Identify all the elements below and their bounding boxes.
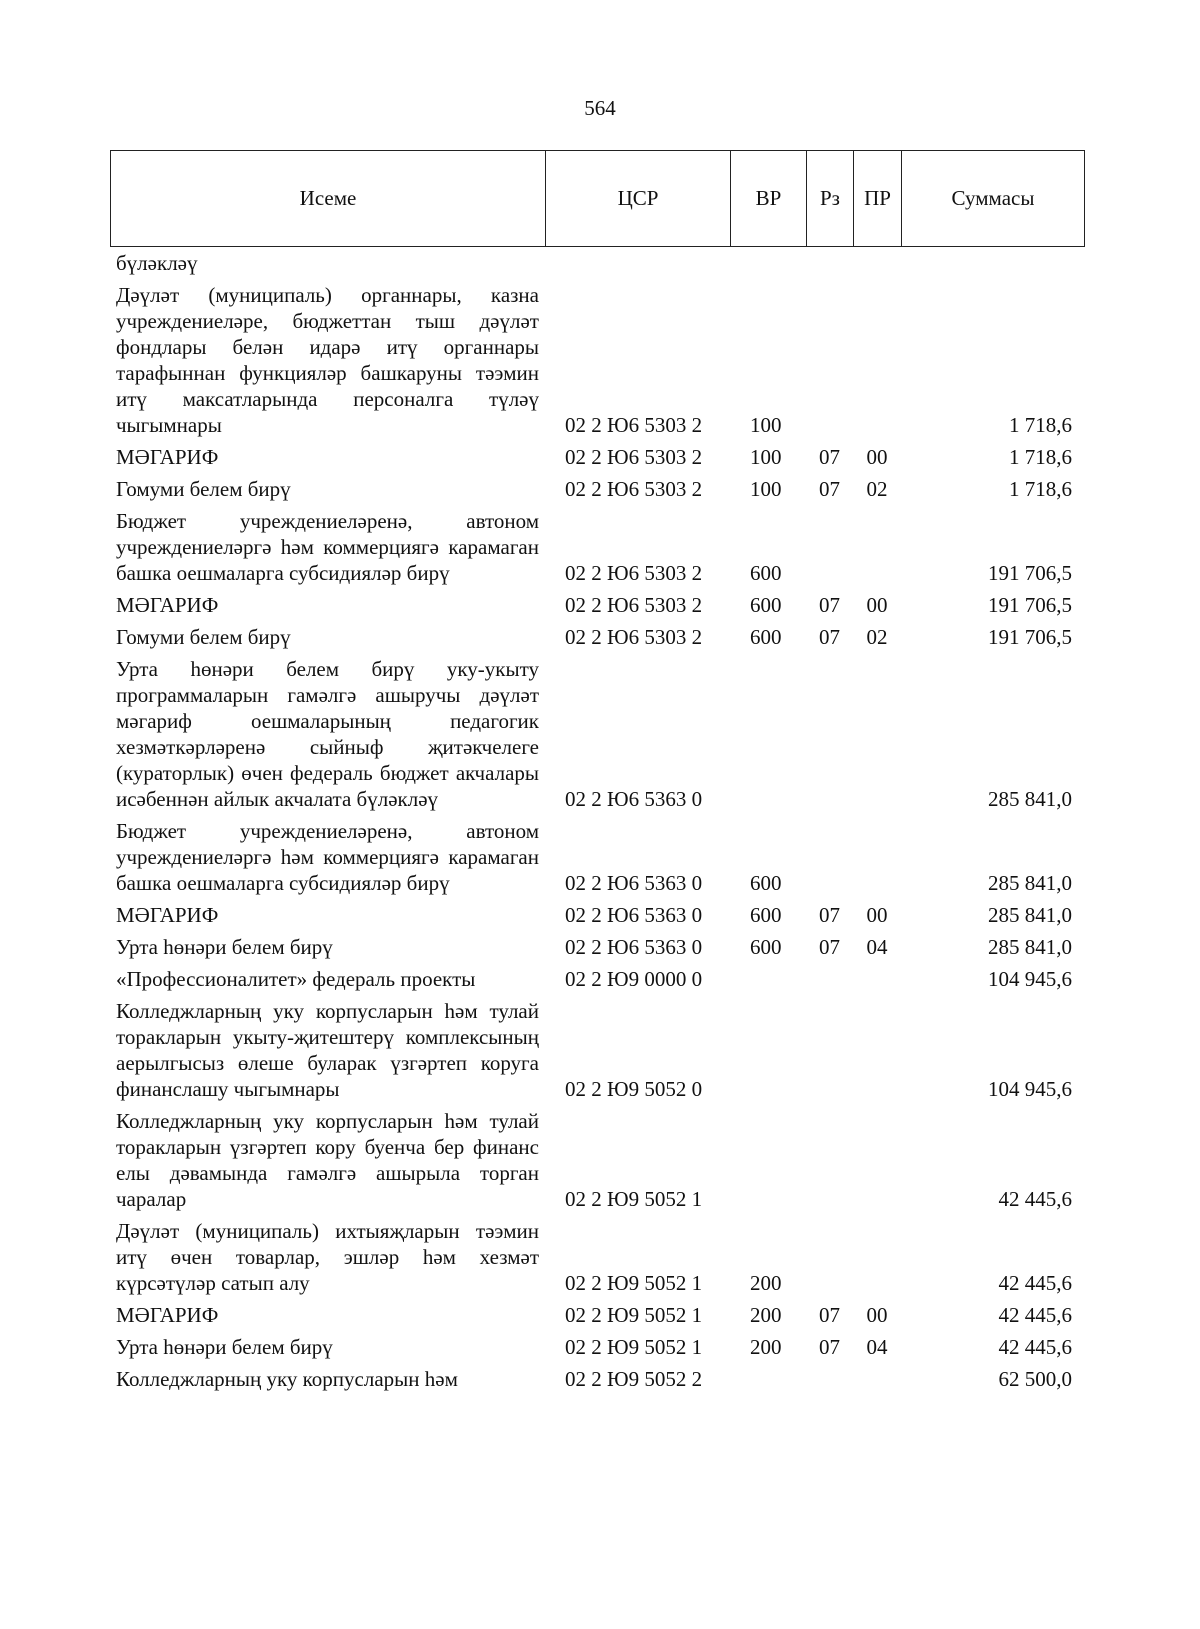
row-sum: 1 718,6	[1009, 445, 1072, 469]
table-header	[110, 150, 1085, 247]
row-csr-code: 02 2 Ю6 5363 0	[565, 903, 703, 927]
row-csr-code: 02 2 Ю6 5303 2	[565, 625, 703, 649]
row-sum: 285 841,0	[988, 871, 1072, 895]
row-csr-code: 02 2 Ю9 5052 2	[565, 1367, 703, 1391]
row-name: МӘГАРИФ	[116, 903, 219, 927]
table-row	[110, 250, 1084, 282]
table-row	[110, 282, 1084, 444]
row-rz-code	[806, 818, 853, 902]
row-pr-code: 00	[866, 1303, 888, 1327]
row-vr-code: 600	[750, 625, 782, 649]
row-vr-code: 600	[750, 903, 782, 927]
row-csr-code: 02 2 Ю6 5303 2	[565, 561, 703, 585]
row-csr-code: 02 2 Ю6 5363 0	[565, 787, 703, 811]
column-header-sum: Суммасы	[902, 151, 1085, 247]
row-csr-code	[545, 250, 730, 282]
row-vr-code: 200	[750, 1271, 782, 1295]
column-header-pr: ПР	[854, 151, 902, 247]
column-header-name: Исеме	[111, 151, 546, 247]
row-csr-code: 02 2 Ю6 5303 2	[565, 413, 703, 437]
row-rz-code: 07	[819, 1335, 840, 1359]
row-sum: 285 841,0	[988, 903, 1072, 927]
row-sum: 191 706,5	[988, 561, 1072, 585]
table-row	[110, 934, 1084, 966]
row-pr-code	[853, 656, 901, 818]
row-vr-code: 100	[750, 413, 782, 437]
row-pr-code	[853, 282, 901, 444]
row-rz-code	[806, 1108, 853, 1218]
row-sum: 285 841,0	[988, 935, 1072, 959]
row-vr-code	[730, 656, 806, 818]
row-sum: 285 841,0	[988, 787, 1072, 811]
row-csr-code: 02 2 Ю9 5052 0	[565, 1077, 703, 1101]
row-csr-code: 02 2 Ю9 5052 1	[565, 1335, 703, 1359]
row-pr-code	[853, 1218, 901, 1302]
row-vr-code	[730, 1108, 806, 1218]
column-header-csr: ЦСР	[546, 151, 731, 247]
table-row	[110, 592, 1084, 624]
row-sum: 104 945,6	[988, 967, 1072, 991]
row-rz-code	[806, 1366, 853, 1398]
row-pr-code: 04	[866, 1335, 888, 1359]
row-rz-code: 07	[819, 903, 840, 927]
column-header-vr: ВР	[731, 151, 807, 247]
row-sum: 1 718,6	[1009, 477, 1072, 501]
row-vr-code	[730, 250, 806, 282]
row-rz-code	[806, 508, 853, 592]
budget-table	[110, 250, 1084, 1398]
row-pr-code	[853, 1108, 901, 1218]
row-pr-code: 02	[866, 477, 888, 501]
row-rz-code	[806, 998, 853, 1108]
row-sum: 42 445,6	[998, 1271, 1072, 1295]
table-row	[110, 476, 1084, 508]
row-name: Гомуми белем бирү	[116, 625, 291, 649]
row-pr-code: 00	[866, 593, 888, 617]
row-rz-code	[806, 966, 853, 998]
row-name: Гомуми белем бирү	[116, 477, 291, 501]
row-csr-code: 02 2 Ю6 5303 2	[565, 445, 703, 469]
row-rz-code: 07	[819, 445, 840, 469]
row-pr-code: 02	[866, 625, 888, 649]
row-vr-code: 200	[750, 1303, 782, 1327]
row-name: МӘГАРИФ	[116, 593, 219, 617]
row-sum: 42 445,6	[998, 1303, 1072, 1327]
row-vr-code: 600	[750, 935, 782, 959]
row-vr-code: 100	[750, 445, 782, 469]
row-rz-code: 07	[819, 593, 840, 617]
row-vr-code	[730, 966, 806, 998]
table-row	[110, 508, 1084, 592]
row-csr-code: 02 2 Ю9 5052 1	[565, 1187, 703, 1211]
row-name: Бюджет учреждениеләренә, автоном учреждениеләргә һәм коммерциягә карамаган башка оешмаларга субсидияләр бирү	[116, 509, 539, 585]
row-csr-code: 02 2 Ю9 5052 1	[565, 1271, 703, 1295]
row-sum	[901, 250, 1084, 282]
row-name: Бюджет учреждениеләренә, автоном учреждениеләргә һәм коммерциягә карамаган башка оешмаларга субсидияләр бирү	[116, 819, 539, 895]
table-row	[110, 656, 1084, 818]
row-rz-code	[806, 250, 853, 282]
row-pr-code	[853, 250, 901, 282]
row-sum: 191 706,5	[988, 593, 1072, 617]
row-name: МӘГАРИФ	[116, 445, 219, 469]
row-pr-code: 00	[866, 903, 888, 927]
row-name: Колледжларның уку корпусларын һәм	[116, 1367, 458, 1391]
row-rz-code: 07	[819, 625, 840, 649]
table-row	[110, 444, 1084, 476]
row-sum: 1 718,6	[1009, 413, 1072, 437]
row-vr-code: 600	[750, 593, 782, 617]
row-csr-code: 02 2 Ю6 5363 0	[565, 871, 703, 895]
row-name: Колледжларның уку корпусларын һәм тулай торакларын үзгәртеп кору буенча бер финанс елы дәвамында гамәлгә ашырыла торган чаралар	[116, 1109, 539, 1211]
row-name: Дәүләт (муниципаль) органнары, казна учреждениеләре, бюджеттан тыш дәүләт фондлары белән идарә итү органнары тарафыннан функцияләр башкаруны тәэмин итү максатларында персоналга түләү чыгымнары	[116, 283, 539, 437]
row-pr-code	[853, 966, 901, 998]
row-vr-code: 600	[750, 871, 782, 895]
row-csr-code: 02 2 Ю9 0000 0	[565, 967, 703, 991]
table-row	[110, 966, 1084, 998]
row-vr-code: 100	[750, 477, 782, 501]
row-name: «Профессионалитет» федераль проекты	[116, 967, 476, 991]
row-sum: 42 445,6	[998, 1335, 1072, 1359]
row-vr-code	[730, 1366, 806, 1398]
table-row	[110, 1366, 1084, 1398]
table-row	[110, 998, 1084, 1108]
row-pr-code	[853, 508, 901, 592]
table-row	[110, 1108, 1084, 1218]
row-pr-code	[853, 818, 901, 902]
table-row	[110, 902, 1084, 934]
row-rz-code: 07	[819, 477, 840, 501]
row-rz-code	[806, 1218, 853, 1302]
row-sum: 191 706,5	[988, 625, 1072, 649]
row-csr-code: 02 2 Ю6 5303 2	[565, 477, 703, 501]
row-pr-code: 00	[866, 445, 888, 469]
row-csr-code: 02 2 Ю6 5303 2	[565, 593, 703, 617]
row-sum: 62 500,0	[998, 1367, 1072, 1391]
table-row	[110, 1302, 1084, 1334]
row-pr-code	[853, 998, 901, 1108]
row-pr-code	[853, 1366, 901, 1398]
row-name: Дәүләт (муниципаль) ихтыяҗларын тәэмин итү өчен товарлар, эшләр һәм хезмәт күрсәтүләр сатып алу	[116, 1219, 539, 1295]
table-row	[110, 818, 1084, 902]
column-header-rz: Рз	[807, 151, 854, 247]
row-rz-code	[806, 656, 853, 818]
row-name: Урта һөнәри белем бирү уку-укыту программаларын гамәлгә ашыручы дәүләт мәгариф оешмаларының педагогик хезмәткәрләренә сыйныф җитәкчелеге (кураторлык) өчен федераль бюджет акчалары исәбеннән айлык акчалата бүләкләү	[116, 657, 539, 811]
row-vr-code	[730, 998, 806, 1108]
row-csr-code: 02 2 Ю6 5363 0	[565, 935, 703, 959]
row-name: Урта һөнәри белем бирү	[116, 1335, 333, 1359]
row-name: Колледжларның уку корпусларын һәм тулай торакларын укыту-җитештерү комплексының аерылгысыз өлеше буларак үзгәртеп коруга финанслашу чыгымнары	[116, 999, 539, 1101]
row-rz-code: 07	[819, 1303, 840, 1327]
table-row	[110, 624, 1084, 656]
row-pr-code: 04	[866, 935, 888, 959]
row-vr-code: 200	[750, 1335, 782, 1359]
page-number: 564	[584, 96, 616, 120]
row-rz-code: 07	[819, 935, 840, 959]
row-vr-code: 600	[750, 561, 782, 585]
row-sum: 42 445,6	[998, 1187, 1072, 1211]
table-row	[110, 1218, 1084, 1302]
row-rz-code	[806, 282, 853, 444]
row-csr-code: 02 2 Ю9 5052 1	[565, 1303, 703, 1327]
table-row	[110, 1334, 1084, 1366]
row-name: МӘГАРИФ	[116, 1303, 219, 1327]
row-name: Урта һөнәри белем бирү	[116, 935, 333, 959]
row-name: бүләкләү	[116, 251, 198, 275]
row-sum: 104 945,6	[988, 1077, 1072, 1101]
